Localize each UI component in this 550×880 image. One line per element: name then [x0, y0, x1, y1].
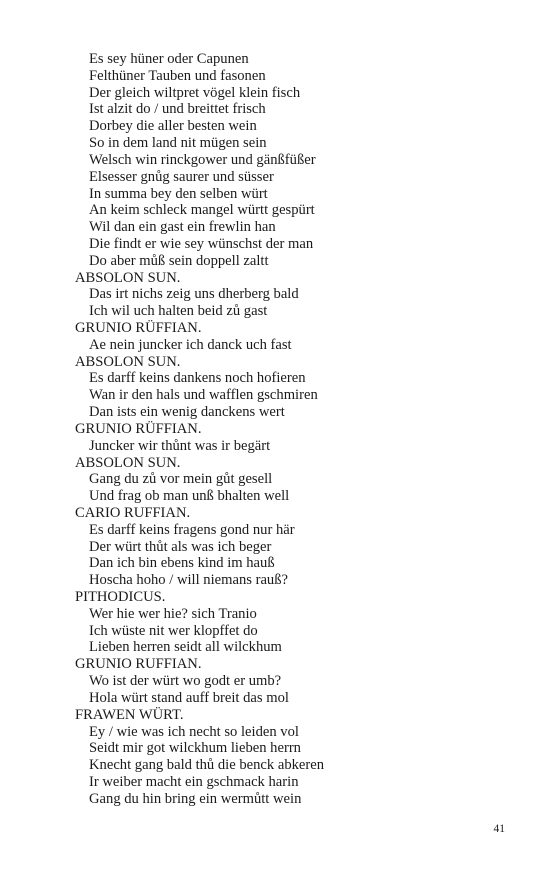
verse-line: Es darff keins fragens gond nur här — [89, 521, 295, 538]
verse-line: Ist alzit do / und breittet frisch — [89, 101, 266, 118]
page-number: 41 — [493, 823, 505, 835]
verse-line: Ich wüste nit wer klopffet do — [89, 622, 258, 639]
verse-line: Ey / wie was ich necht so leiden vol — [89, 723, 299, 740]
speaker-name: ABSOLON SUN. — [75, 454, 181, 471]
verse-line: Es sey hüner oder Capunen — [89, 51, 249, 67]
speaker-name: GRUNIO RÜFFIAN. — [75, 420, 202, 437]
verse-line: Do aber můß sein doppell zaltt — [89, 252, 269, 269]
verse-line: Gang du hin bring ein wermůtt wein — [89, 790, 302, 807]
verse-line: So in dem land nit mügen sein — [89, 135, 267, 152]
play-text — [75, 51, 495, 808]
verse-line: In summa bey den selben würt — [89, 185, 268, 202]
verse-line: Der gleich wiltpret vögel klein fisch — [89, 84, 301, 101]
speaker-name: GRUNIO RÜFFIAN. — [75, 320, 202, 336]
verse-line: Wo ist der würt wo godt er umb? — [89, 673, 282, 690]
verse-line: Wan ir den hals und wafflen gschmiren — [89, 387, 318, 404]
verse-line: Hola würt stand auff breit das mol — [89, 689, 289, 706]
speaker-name: ABSOLON SUN. — [75, 353, 181, 370]
verse-line: Dan ists ein wenig danckens wert — [89, 404, 285, 421]
verse-line: Und frag ob man unß bhalten well — [89, 488, 290, 505]
speaker-name: GRUNIO RUFFIAN. — [75, 656, 202, 673]
verse-line: Wer hie wer hie? sich Tranio — [89, 605, 257, 622]
verse-line: Ae nein juncker ich danck uch fast — [89, 336, 292, 353]
verse-line: Das irt nichs zeig uns dherberg bald — [89, 286, 299, 303]
verse-line: Lieben herren seidt all wilckhum — [89, 639, 282, 656]
verse-line: Dorbey die aller besten wein — [89, 118, 257, 135]
verse-line: Welsch win rinckgower und gänßfüßer — [89, 151, 316, 168]
verse-line: Elsesser gnůg saurer und süsser — [89, 168, 274, 185]
verse-line: Hoscha hoho / will niemans rauß? — [89, 572, 288, 589]
verse-line: Knecht gang bald thů die benck abkeren — [89, 757, 325, 774]
verse-line: Dan ich bin ebens kind im hauß — [89, 555, 275, 572]
speaker-name: ABSOLON SUN. — [75, 269, 181, 286]
verse-line: Felthüner Tauben und fasonen — [89, 67, 266, 84]
verse-line: Seidt mir got wilckhum lieben herrn — [89, 740, 301, 757]
verse-line: Die findt er wie sey wünschst der man — [89, 235, 314, 252]
speaker-name: PITHODICUS. — [75, 589, 166, 605]
verse-line: Es darff keins dankens noch hofieren — [89, 370, 306, 387]
verse-line: Ich wil uch halten beid zů gast — [89, 303, 268, 320]
verse-line: An keim schleck mangel württ gespürt — [89, 202, 315, 219]
speaker-name: FRAWEN WÜRT. — [75, 706, 184, 723]
verse-line: Wil dan ein gast ein frewlin han — [89, 219, 276, 236]
verse-line: Gang du zů vor mein gůt gesell — [89, 471, 273, 488]
verse-line: Juncker wir thůnt was ir begärt — [89, 437, 271, 454]
speaker-name: CARIO RUFFIAN. — [75, 504, 191, 521]
verse-line: Ir weiber macht ein gschmack harin — [89, 773, 299, 790]
verse-line: Der würt thůt als was ich beger — [89, 538, 272, 555]
